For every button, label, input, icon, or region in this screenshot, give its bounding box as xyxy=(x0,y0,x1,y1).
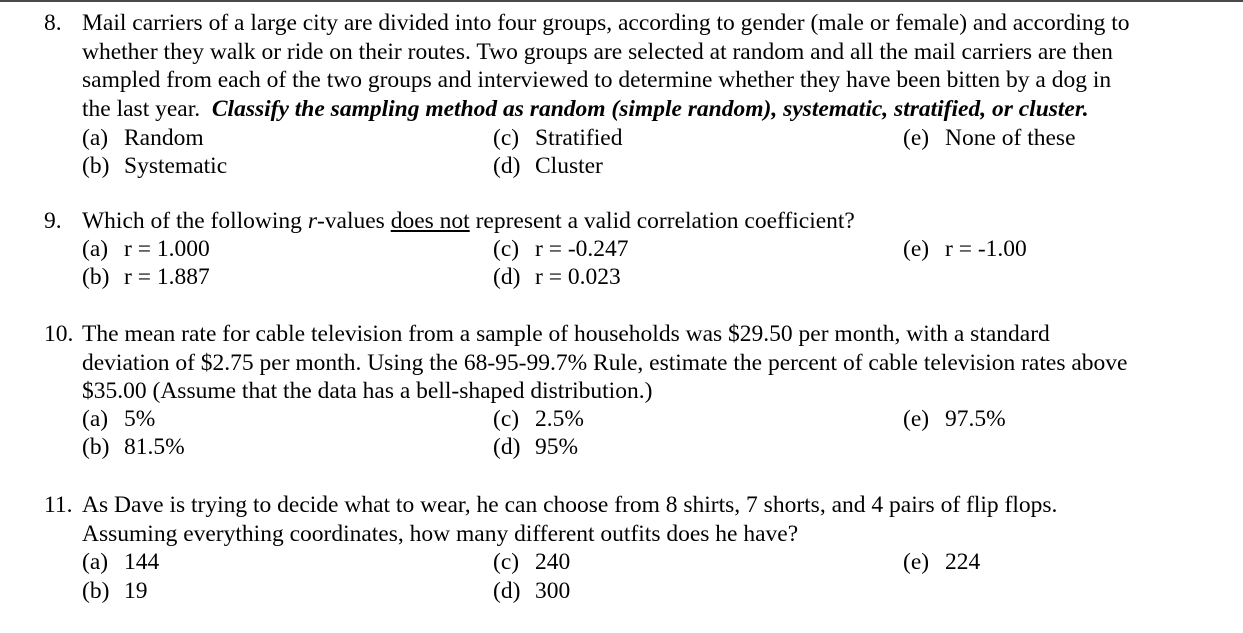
option-b[interactable] xyxy=(82,152,227,180)
option-label: (b) xyxy=(82,434,110,460)
option-c[interactable] xyxy=(493,124,622,152)
stem-text: the last year. xyxy=(82,95,212,122)
option-text: 97.5% xyxy=(945,406,1006,432)
option-e[interactable] xyxy=(903,548,980,576)
option-d[interactable] xyxy=(493,433,578,461)
option-label: (d) xyxy=(493,434,521,460)
option-text: Stratified xyxy=(535,125,623,151)
option-label: (e) xyxy=(903,236,930,262)
stem-line: $35.00 (Assume that the data has a bell-shaped distribution.) xyxy=(82,378,653,404)
option-a[interactable] xyxy=(82,124,204,152)
option-text: r = -0.247 xyxy=(535,236,629,262)
option-text: Cluster xyxy=(535,153,603,179)
option-e[interactable] xyxy=(903,124,1076,152)
option-text: 240 xyxy=(535,549,571,575)
option-d[interactable] xyxy=(493,577,570,605)
option-label: (a) xyxy=(82,406,109,432)
option-text: r = 1.000 xyxy=(124,236,210,262)
option-b[interactable] xyxy=(82,577,148,605)
option-label: (b) xyxy=(82,578,110,604)
option-a[interactable] xyxy=(82,548,159,576)
option-text: None of these xyxy=(945,125,1076,151)
option-label: (b) xyxy=(82,153,110,179)
option-text: 81.5% xyxy=(124,434,185,460)
option-text: Systematic xyxy=(124,153,228,179)
option-c[interactable] xyxy=(493,405,584,433)
option-label: (c) xyxy=(493,406,520,432)
question-stem xyxy=(82,320,1222,406)
stem-instruction: Classify the sampling method as random (simple random), systematic, stratified, or cluster. xyxy=(211,95,1089,122)
stem-line: As Dave is trying to decide what to wear, he can choose from 8 shirts, 7 shorts, and 4 pairs of flip flops. xyxy=(82,492,1058,518)
option-label: (c) xyxy=(493,236,520,262)
stem-line: sampled from each of the two groups and interviewed to determine whether they have been bitten by a dog in xyxy=(82,67,1112,93)
option-a[interactable] xyxy=(82,405,155,433)
question-stem xyxy=(82,207,1222,236)
option-label: (c) xyxy=(493,549,520,575)
question-number: 10. xyxy=(44,321,74,347)
option-label: (a) xyxy=(82,236,109,262)
option-label: (b) xyxy=(82,264,110,290)
stem-underlined: does not xyxy=(390,208,470,234)
option-e[interactable] xyxy=(903,405,1006,433)
option-label: (a) xyxy=(82,549,109,575)
option-label: (e) xyxy=(903,125,930,151)
stem-text: -values xyxy=(316,208,391,234)
stem-line: deviation of $2.75 per month. Using the 68-95-99.7% Rule, estimate the percent of cable television rates above xyxy=(82,349,1128,376)
stem-text: represent a valid correlation coefficient? xyxy=(469,208,855,234)
option-a[interactable] xyxy=(82,235,210,263)
option-text: 2.5% xyxy=(535,406,584,432)
stem-line: The mean rate for cable television from a sample of households was $29.50 per month, with a standard xyxy=(82,321,1050,347)
option-text: 95% xyxy=(535,434,579,460)
option-text: r = 1.887 xyxy=(124,264,210,290)
option-text: r = -1.00 xyxy=(945,236,1027,262)
stem-line xyxy=(82,207,1222,236)
option-text: Random xyxy=(124,125,204,151)
option-b[interactable] xyxy=(82,433,185,461)
option-label: (e) xyxy=(903,549,930,575)
stem-line: Mail carriers of a large city are divided into four groups, according to gender (male or female) and according to xyxy=(82,10,1130,36)
option-label: (e) xyxy=(903,406,930,432)
stem-line xyxy=(82,95,1222,124)
option-label: (d) xyxy=(493,153,521,179)
option-text: 144 xyxy=(124,549,160,575)
option-e[interactable] xyxy=(903,235,1027,263)
option-b[interactable] xyxy=(82,263,210,291)
question-number: 8. xyxy=(44,10,62,36)
stem-variable: r xyxy=(307,208,317,234)
option-text: r = 0.023 xyxy=(535,264,621,290)
option-label: (d) xyxy=(493,264,521,290)
option-d[interactable] xyxy=(493,152,603,180)
option-text: 5% xyxy=(124,406,156,432)
option-text: 224 xyxy=(945,549,981,575)
option-label: (a) xyxy=(82,125,109,151)
option-c[interactable] xyxy=(493,235,629,263)
question-number: 9. xyxy=(44,208,62,234)
question-stem xyxy=(82,491,1222,548)
stem-line: whether they walk or ride on their routes. Two groups are selected at random and all the mail carriers are then xyxy=(82,38,1113,65)
option-c[interactable] xyxy=(493,548,570,576)
stem-text: Which of the following xyxy=(82,208,308,234)
option-label: (d) xyxy=(493,578,521,604)
option-text: 300 xyxy=(535,578,571,604)
question-stem xyxy=(82,9,1222,123)
option-d[interactable] xyxy=(493,263,621,291)
stem-line: Assuming everything coordinates, how many different outfits does he have? xyxy=(82,520,799,547)
option-text: 19 xyxy=(124,578,148,604)
question-number: 11. xyxy=(44,492,73,518)
option-label: (c) xyxy=(493,125,520,151)
top-rule xyxy=(0,0,1243,2)
